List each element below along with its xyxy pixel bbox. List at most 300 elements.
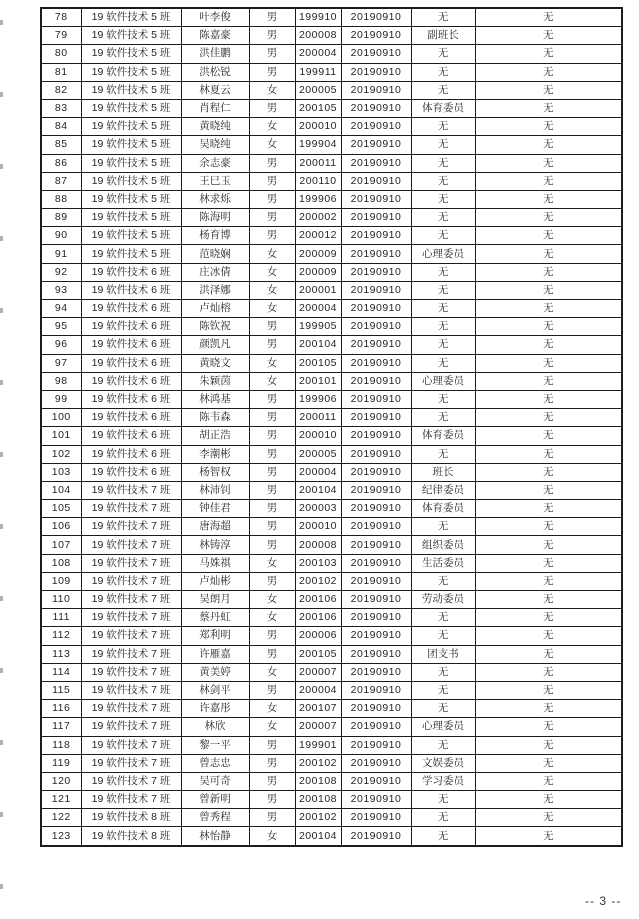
table-cell: 心理委员 <box>411 372 475 390</box>
table-row <box>41 190 622 208</box>
table-cell: 20190910 <box>341 390 411 408</box>
table-cell: 123 <box>41 827 81 846</box>
table-cell: 200104 <box>295 336 341 354</box>
table-row <box>41 81 622 99</box>
table-cell: 200104 <box>295 481 341 499</box>
table-cell: 20190910 <box>341 45 411 63</box>
table-cell: 19 软件技术 7 班 <box>81 663 181 681</box>
table-cell: 男 <box>249 190 295 208</box>
table-cell: 无 <box>475 809 622 827</box>
table-row <box>41 445 622 463</box>
table-cell: 19 软件技术 7 班 <box>81 754 181 772</box>
table-cell: 无 <box>411 336 475 354</box>
table-cell: 20190910 <box>341 554 411 572</box>
table-cell: 119 <box>41 754 81 772</box>
table-row <box>41 263 622 281</box>
table-cell: 110 <box>41 591 81 609</box>
table-cell: 马姝祺 <box>181 554 249 572</box>
table-cell: 无 <box>475 8 622 27</box>
table-cell: 无 <box>411 518 475 536</box>
table-cell: 无 <box>475 736 622 754</box>
table-cell: 女 <box>249 300 295 318</box>
table-cell: 许雁嘉 <box>181 645 249 663</box>
table-cell: 男 <box>249 318 295 336</box>
table-cell: 无 <box>411 572 475 590</box>
table-cell: 李潮彬 <box>181 445 249 463</box>
table-cell: 20190910 <box>341 372 411 390</box>
table-cell: 无 <box>475 81 622 99</box>
table-cell: 122 <box>41 809 81 827</box>
table-cell: 无 <box>475 372 622 390</box>
table-cell: 陈韦森 <box>181 409 249 427</box>
table-cell: 无 <box>411 700 475 718</box>
table-cell: 20190910 <box>341 481 411 499</box>
table-cell: 19 软件技术 5 班 <box>81 8 181 27</box>
table-row <box>41 336 622 354</box>
table-row <box>41 736 622 754</box>
table-cell: 20190910 <box>341 645 411 663</box>
table-row <box>41 372 622 390</box>
table-cell: 无 <box>475 63 622 81</box>
table-cell: 无 <box>475 554 622 572</box>
table-cell: 89 <box>41 209 81 227</box>
table-cell: 200010 <box>295 518 341 536</box>
table-cell: 心理委员 <box>411 718 475 736</box>
table-cell: 86 <box>41 154 81 172</box>
table-cell: 男 <box>249 409 295 427</box>
table-row <box>41 572 622 590</box>
table-cell: 105 <box>41 500 81 518</box>
table-cell: 无 <box>475 427 622 445</box>
table-cell: 无 <box>475 572 622 590</box>
table-cell: 许嘉彤 <box>181 700 249 718</box>
table-row <box>41 500 622 518</box>
table-cell: 20190910 <box>341 772 411 790</box>
table-cell: 无 <box>411 154 475 172</box>
table-cell: 女 <box>249 372 295 390</box>
table-cell: 女 <box>249 354 295 372</box>
table-cell: 男 <box>249 172 295 190</box>
table-cell: 20190910 <box>341 463 411 481</box>
table-cell: 无 <box>475 209 622 227</box>
table-cell: 男 <box>249 681 295 699</box>
table-cell: 93 <box>41 281 81 299</box>
table-cell: 19 软件技术 5 班 <box>81 45 181 63</box>
table-cell: 叶李俊 <box>181 8 249 27</box>
table-cell: 唐海超 <box>181 518 249 536</box>
table-cell: 200005 <box>295 445 341 463</box>
table-cell: 无 <box>411 263 475 281</box>
table-cell: 男 <box>249 518 295 536</box>
table-cell: 88 <box>41 190 81 208</box>
table-cell: 200010 <box>295 118 341 136</box>
table-cell: 男 <box>249 427 295 445</box>
table-row <box>41 281 622 299</box>
table-cell: 女 <box>249 663 295 681</box>
table-cell: 200106 <box>295 591 341 609</box>
table-cell: 无 <box>475 609 622 627</box>
table-cell: 无 <box>411 172 475 190</box>
table-cell: 无 <box>475 772 622 790</box>
table-cell: 200102 <box>295 572 341 590</box>
table-cell: 19 软件技术 6 班 <box>81 445 181 463</box>
table-cell: 副班长 <box>411 27 475 45</box>
table-cell: 林夏云 <box>181 81 249 99</box>
table-cell: 无 <box>475 518 622 536</box>
student-roster-table <box>40 7 623 847</box>
table-cell: 19 软件技术 6 班 <box>81 336 181 354</box>
table-cell: 19 软件技术 6 班 <box>81 263 181 281</box>
table-cell: 20190910 <box>341 609 411 627</box>
table-row <box>41 245 622 263</box>
table-cell: 女 <box>249 136 295 154</box>
table-row <box>41 663 622 681</box>
table-cell: 20190910 <box>341 118 411 136</box>
table-cell: 121 <box>41 791 81 809</box>
table-row <box>41 118 622 136</box>
table-cell: 19 软件技术 7 班 <box>81 554 181 572</box>
table-cell: 女 <box>249 554 295 572</box>
table-cell: 颜凯凡 <box>181 336 249 354</box>
table-cell: 吴晓纯 <box>181 136 249 154</box>
table-cell: 116 <box>41 700 81 718</box>
table-cell: 无 <box>411 681 475 699</box>
table-cell: 117 <box>41 718 81 736</box>
table-cell: 体育委员 <box>411 500 475 518</box>
table-cell: 200110 <box>295 172 341 190</box>
table-cell: 19 软件技术 5 班 <box>81 190 181 208</box>
table-cell: 20190910 <box>341 427 411 445</box>
table-cell: 19 软件技术 5 班 <box>81 27 181 45</box>
table-cell: 无 <box>475 118 622 136</box>
table-cell: 200103 <box>295 554 341 572</box>
table-cell: 19 软件技术 7 班 <box>81 536 181 554</box>
table-cell: 男 <box>249 536 295 554</box>
table-cell: 无 <box>475 827 622 846</box>
table-cell: 19 软件技术 7 班 <box>81 500 181 518</box>
table-cell: 19 软件技术 7 班 <box>81 518 181 536</box>
table-cell: 20190910 <box>341 336 411 354</box>
table-cell: 男 <box>249 8 295 27</box>
table-cell: 200006 <box>295 627 341 645</box>
table-cell: 98 <box>41 372 81 390</box>
table-cell: 女 <box>249 718 295 736</box>
table-row <box>41 300 622 318</box>
table-cell: 黄晓文 <box>181 354 249 372</box>
table-cell: 200008 <box>295 27 341 45</box>
table-cell: 20190910 <box>341 354 411 372</box>
table-cell: 20190910 <box>341 518 411 536</box>
table-cell: 20190910 <box>341 245 411 263</box>
table-cell: 78 <box>41 8 81 27</box>
table-cell: 20190910 <box>341 300 411 318</box>
table-cell: 200004 <box>295 45 341 63</box>
table-cell: 男 <box>249 791 295 809</box>
table-cell: 无 <box>411 118 475 136</box>
table-row <box>41 45 622 63</box>
table-cell: 无 <box>411 63 475 81</box>
table-cell: 无 <box>411 209 475 227</box>
table-cell: 无 <box>475 45 622 63</box>
table-cell: 肖程仁 <box>181 99 249 117</box>
table-cell: 20190910 <box>341 736 411 754</box>
table-row <box>41 627 622 645</box>
table-cell: 19 软件技术 7 班 <box>81 736 181 754</box>
table-cell: 112 <box>41 627 81 645</box>
table-row <box>41 99 622 117</box>
table-cell: 100 <box>41 409 81 427</box>
table-cell: 20190910 <box>341 572 411 590</box>
table-cell: 19 软件技术 6 班 <box>81 281 181 299</box>
table-cell: 107 <box>41 536 81 554</box>
table-cell: 19 软件技术 7 班 <box>81 481 181 499</box>
table-row <box>41 591 622 609</box>
table-row <box>41 63 622 81</box>
table-cell: 200101 <box>295 372 341 390</box>
table-cell: 男 <box>249 645 295 663</box>
table-cell: 男 <box>249 154 295 172</box>
table-cell: 19 软件技术 7 班 <box>81 791 181 809</box>
table-cell: 90 <box>41 227 81 245</box>
table-cell: 79 <box>41 27 81 45</box>
table-cell: 20190910 <box>341 190 411 208</box>
table-cell: 无 <box>475 354 622 372</box>
table-cell: 20190910 <box>341 172 411 190</box>
table-cell: 无 <box>475 536 622 554</box>
table-cell: 无 <box>475 645 622 663</box>
table-cell: 林欣 <box>181 718 249 736</box>
table-row <box>41 427 622 445</box>
table-cell: 无 <box>475 754 622 772</box>
table-row <box>41 481 622 499</box>
table-cell: 林沛钊 <box>181 481 249 499</box>
table-cell: 无 <box>475 390 622 408</box>
table-cell: 97 <box>41 354 81 372</box>
table-row <box>41 354 622 372</box>
table-cell: 92 <box>41 263 81 281</box>
table-cell: 200012 <box>295 227 341 245</box>
table-cell: 19 软件技术 7 班 <box>81 591 181 609</box>
table-cell: 19 软件技术 5 班 <box>81 227 181 245</box>
table-cell: 无 <box>475 190 622 208</box>
table-row <box>41 463 622 481</box>
table-cell: 19 软件技术 7 班 <box>81 772 181 790</box>
table-row <box>41 318 622 336</box>
table-cell: 19 软件技术 6 班 <box>81 463 181 481</box>
table-cell: 200007 <box>295 663 341 681</box>
table-cell: 林鸿基 <box>181 390 249 408</box>
table-cell: 113 <box>41 645 81 663</box>
table-cell: 84 <box>41 118 81 136</box>
table-cell: 无 <box>411 627 475 645</box>
table-cell: 20190910 <box>341 591 411 609</box>
table-cell: 99 <box>41 390 81 408</box>
table-cell: 200102 <box>295 754 341 772</box>
table-cell: 余志豪 <box>181 154 249 172</box>
table-cell: 19 软件技术 7 班 <box>81 609 181 627</box>
table-cell: 无 <box>475 263 622 281</box>
table-cell: 无 <box>475 300 622 318</box>
table-cell: 女 <box>249 245 295 263</box>
table-cell: 20190910 <box>341 227 411 245</box>
table-cell: 洪松锐 <box>181 63 249 81</box>
table-cell: 19 软件技术 5 班 <box>81 118 181 136</box>
table-cell: 20190910 <box>341 500 411 518</box>
table-cell: 无 <box>475 318 622 336</box>
table-cell: 199904 <box>295 136 341 154</box>
table-cell: 女 <box>249 609 295 627</box>
table-cell: 无 <box>475 500 622 518</box>
table-cell: 19 软件技术 6 班 <box>81 318 181 336</box>
table-cell: 无 <box>411 190 475 208</box>
table-cell: 劳动委员 <box>411 591 475 609</box>
table-cell: 林求烁 <box>181 190 249 208</box>
table-cell: 林剑平 <box>181 681 249 699</box>
table-cell: 19 软件技术 7 班 <box>81 681 181 699</box>
table-cell: 19 软件技术 6 班 <box>81 409 181 427</box>
table-cell: 200007 <box>295 718 341 736</box>
table-cell: 95 <box>41 318 81 336</box>
table-cell: 103 <box>41 463 81 481</box>
table-cell: 无 <box>411 409 475 427</box>
table-cell: 无 <box>411 736 475 754</box>
table-cell: 无 <box>475 336 622 354</box>
table-cell: 无 <box>475 463 622 481</box>
table-cell: 无 <box>411 663 475 681</box>
table-cell: 19 软件技术 7 班 <box>81 627 181 645</box>
table-cell: 87 <box>41 172 81 190</box>
table-cell: 199911 <box>295 63 341 81</box>
table-row <box>41 536 622 554</box>
table-cell: 男 <box>249 445 295 463</box>
table-row <box>41 409 622 427</box>
table-cell: 黄美婷 <box>181 663 249 681</box>
table-cell: 无 <box>411 318 475 336</box>
table-cell: 女 <box>249 118 295 136</box>
table-cell: 无 <box>475 681 622 699</box>
table-cell: 20190910 <box>341 318 411 336</box>
table-cell: 蔡丹虹 <box>181 609 249 627</box>
table-cell: 104 <box>41 481 81 499</box>
table-cell: 20190910 <box>341 136 411 154</box>
table-cell: 卢灿彬 <box>181 572 249 590</box>
table-cell: 体育委员 <box>411 99 475 117</box>
table-cell: 20190910 <box>341 281 411 299</box>
table-cell: 无 <box>411 445 475 463</box>
table-cell: 组织委员 <box>411 536 475 554</box>
table-cell: 200002 <box>295 209 341 227</box>
table-cell: 101 <box>41 427 81 445</box>
table-cell: 19 软件技术 5 班 <box>81 172 181 190</box>
table-cell: 陈钦祝 <box>181 318 249 336</box>
table-cell: 199906 <box>295 190 341 208</box>
table-cell: 无 <box>475 172 622 190</box>
table-cell: 20190910 <box>341 809 411 827</box>
table-cell: 19 软件技术 5 班 <box>81 99 181 117</box>
table-cell: 陈嘉豪 <box>181 27 249 45</box>
table-cell: 吴朗月 <box>181 591 249 609</box>
table-cell: 20190910 <box>341 81 411 99</box>
table-cell: 无 <box>411 81 475 99</box>
table-cell: 无 <box>411 281 475 299</box>
table-row <box>41 154 622 172</box>
table-cell: 无 <box>411 45 475 63</box>
table-cell: 19 软件技术 7 班 <box>81 718 181 736</box>
table-cell: 男 <box>249 27 295 45</box>
table-row <box>41 172 622 190</box>
table-cell: 杨智权 <box>181 463 249 481</box>
table-row <box>41 827 622 846</box>
table-cell: 无 <box>475 481 622 499</box>
table-row <box>41 645 622 663</box>
table-cell: 纪律委员 <box>411 481 475 499</box>
table-cell: 男 <box>249 809 295 827</box>
page-number: -- 3 -- <box>585 894 622 908</box>
table-cell: 20190910 <box>341 627 411 645</box>
table-cell: 200005 <box>295 81 341 99</box>
table-cell: 200011 <box>295 409 341 427</box>
table-cell: 朱颖茵 <box>181 372 249 390</box>
table-cell: 男 <box>249 772 295 790</box>
table-cell: 男 <box>249 227 295 245</box>
table-cell: 无 <box>411 8 475 27</box>
table-cell: 19 软件技术 5 班 <box>81 209 181 227</box>
table-row <box>41 136 622 154</box>
table-cell: 无 <box>475 99 622 117</box>
table-row <box>41 8 622 27</box>
table-cell: 20190910 <box>341 536 411 554</box>
table-cell: 199910 <box>295 8 341 27</box>
table-cell: 85 <box>41 136 81 154</box>
table-cell: 200107 <box>295 700 341 718</box>
table-cell: 范晓娴 <box>181 245 249 263</box>
table-cell: 20190910 <box>341 263 411 281</box>
table-cell: 111 <box>41 609 81 627</box>
table-cell: 林铸淳 <box>181 536 249 554</box>
table-cell: 200105 <box>295 99 341 117</box>
table-cell: 200004 <box>295 463 341 481</box>
table-cell: 106 <box>41 518 81 536</box>
table-cell: 199906 <box>295 390 341 408</box>
table-cell: 黄晓纯 <box>181 118 249 136</box>
table-row <box>41 754 622 772</box>
table-cell: 男 <box>249 572 295 590</box>
student-roster-body <box>41 8 622 846</box>
table-cell: 200105 <box>295 645 341 663</box>
table-cell: 20190910 <box>341 718 411 736</box>
table-cell: 曾志忠 <box>181 754 249 772</box>
table-row <box>41 518 622 536</box>
table-cell: 无 <box>475 281 622 299</box>
table-cell: 199905 <box>295 318 341 336</box>
table-cell: 黎一平 <box>181 736 249 754</box>
table-cell: 200102 <box>295 809 341 827</box>
table-cell: 200001 <box>295 281 341 299</box>
table-cell: 杨育博 <box>181 227 249 245</box>
scan-edge-artifact <box>0 20 3 900</box>
table-cell: 无 <box>475 700 622 718</box>
table-cell: 200108 <box>295 791 341 809</box>
table-cell: 200008 <box>295 536 341 554</box>
table-cell: 无 <box>411 354 475 372</box>
table-cell: 114 <box>41 663 81 681</box>
table-cell: 女 <box>249 281 295 299</box>
table-cell: 无 <box>411 136 475 154</box>
table-cell: 女 <box>249 263 295 281</box>
table-row <box>41 681 622 699</box>
table-row <box>41 809 622 827</box>
table-cell: 200105 <box>295 354 341 372</box>
